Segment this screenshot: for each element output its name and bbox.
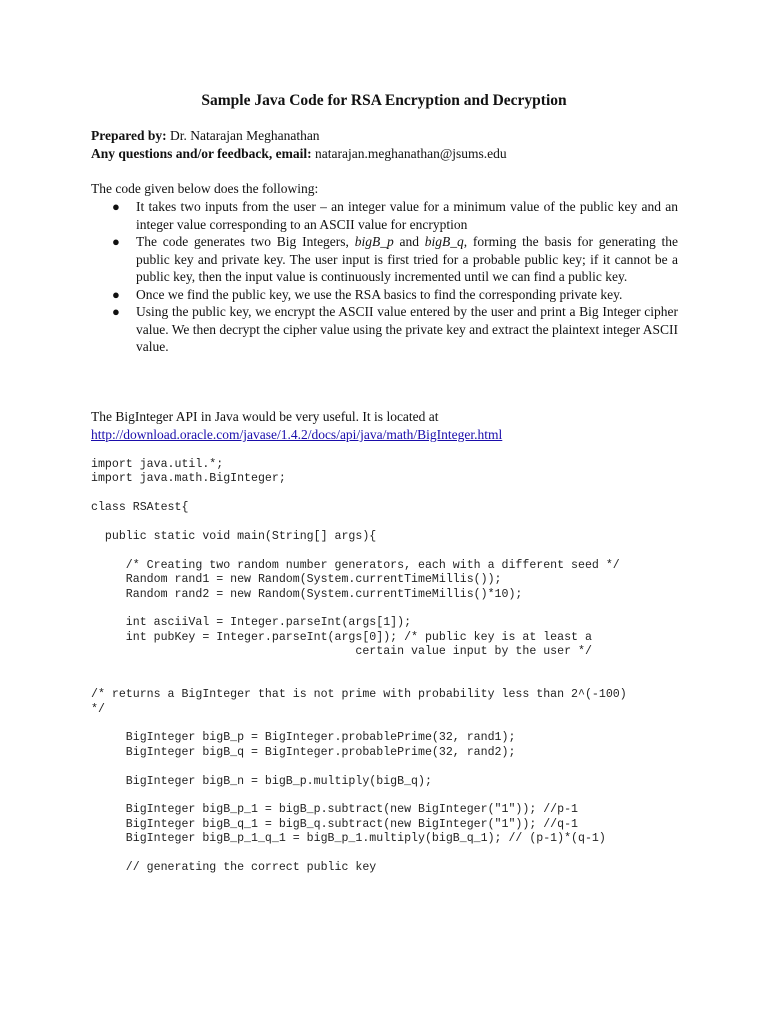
- bullet-icon: ●: [112, 234, 120, 249]
- code-line: Random rand1 = new Random(System.currentTimeMillis());: [91, 573, 502, 587]
- code-line: BigInteger bigB_p = BigInteger.probablePrime(32, rand1);: [91, 731, 516, 745]
- code-line: [91, 847, 627, 861]
- bullet-text-rest: , forming the basis for generating the public key and private key. The user input is first tried for a probable public key; if it cannot be a public key, then the input value is continuously incremented until we can find a public key.: [136, 234, 678, 284]
- api-link[interactable]: http://download.oracle.com/javase/1.4.2/docs/api/java/math/BigInteger.html: [91, 427, 503, 442]
- bullet-text-and: and: [393, 234, 425, 249]
- code-line: BigInteger bigB_p_1 = bigB_p.subtract(new BigInteger("1")); //p-1: [91, 803, 579, 817]
- bullet-text-start: The code generates two Big Integers,: [136, 234, 355, 249]
- code-line: [91, 516, 627, 530]
- bullet-text: Using the public key, we encrypt the ASCII value entered by the user and print a Big Integer cipher value. We then decrypt the cipher value using the private key and extract the plaintext integer ASCII value.: [136, 304, 678, 354]
- code-line: // generating the correct public key: [91, 860, 377, 874]
- variable-bigb-q: bigB_q: [424, 234, 464, 249]
- code-line: [91, 717, 627, 731]
- code-block: [91, 458, 627, 875]
- code-line: [91, 674, 627, 688]
- code-line: [91, 544, 627, 558]
- document-title: Sample Java Code for RSA Encryption and Decryption: [201, 92, 567, 109]
- code-line: BigInteger bigB_n = bigB_p.multiply(bigB_q);: [91, 774, 432, 788]
- code-line: */: [91, 702, 105, 716]
- code-line: /* Creating two random number generators, each with a different seed */: [91, 558, 620, 572]
- contact-label: Any questions and/or feedback, email:: [91, 146, 312, 161]
- contact-line: [91, 145, 507, 163]
- bullet-text: It takes two inputs from the user – an integer value for a minimum value of the public key and an integer value corresponding to an ASCII value for encryption: [136, 199, 678, 232]
- feature-list: [91, 198, 678, 356]
- variable-bigb-p: bigB_p: [354, 234, 394, 249]
- code-line: [91, 602, 627, 616]
- bullet-text: Once we find the public key, we use the RSA basics to find the corresponding private key.: [136, 286, 623, 302]
- code-line: [91, 659, 627, 673]
- code-line: int pubKey = Integer.parseInt(args[0]); /* public key is at least a: [91, 630, 592, 644]
- code-line: Random rand2 = new Random(System.currentTimeMillis()*10);: [91, 587, 523, 601]
- code-line: import java.math.BigInteger;: [91, 472, 286, 486]
- bullet-icon: ●: [112, 199, 120, 214]
- code-line: import java.util.*;: [91, 458, 224, 471]
- bullet-icon: ●: [112, 304, 120, 319]
- prepared-by-value: Dr. Natarajan Meghanathan: [166, 128, 320, 143]
- bullet-text: [136, 234, 678, 284]
- code-line: /* returns a BigInteger that is not prime with probability less than 2^(-100): [91, 688, 627, 702]
- code-line: certain value input by the user */: [91, 645, 592, 659]
- code-line: BigInteger bigB_q_1 = bigB_q.subtract(new BigInteger("1")); //q-1: [91, 817, 579, 831]
- code-line: BigInteger bigB_q = BigInteger.probablePrime(32, rand2);: [91, 745, 516, 759]
- code-line: BigInteger bigB_p_1_q_1 = bigB_p_1.multiply(bigB_q_1); // (p-1)*(q-1): [91, 832, 606, 846]
- code-line: int asciiVal = Integer.parseInt(args[1]);: [91, 616, 412, 630]
- code-line: class RSAtest{: [91, 501, 189, 515]
- code-line: [91, 760, 627, 774]
- list-item: [91, 198, 678, 233]
- list-item: [91, 286, 678, 304]
- list-item: [91, 303, 678, 356]
- code-line: public static void main(String[] args){: [91, 529, 377, 543]
- prepared-by-label: Prepared by:: [91, 128, 167, 143]
- bullet-icon: ●: [112, 286, 120, 302]
- intro-text: The code given below does the following:: [91, 181, 319, 196]
- prepared-by-line: [91, 127, 320, 145]
- list-item: [91, 233, 678, 286]
- contact-email: natarajan.meghanathan@jsums.edu: [311, 146, 507, 161]
- code-line: [91, 789, 627, 803]
- api-note: The BigInteger API in Java would be very useful. It is located at: [91, 409, 439, 424]
- code-line: [91, 487, 627, 501]
